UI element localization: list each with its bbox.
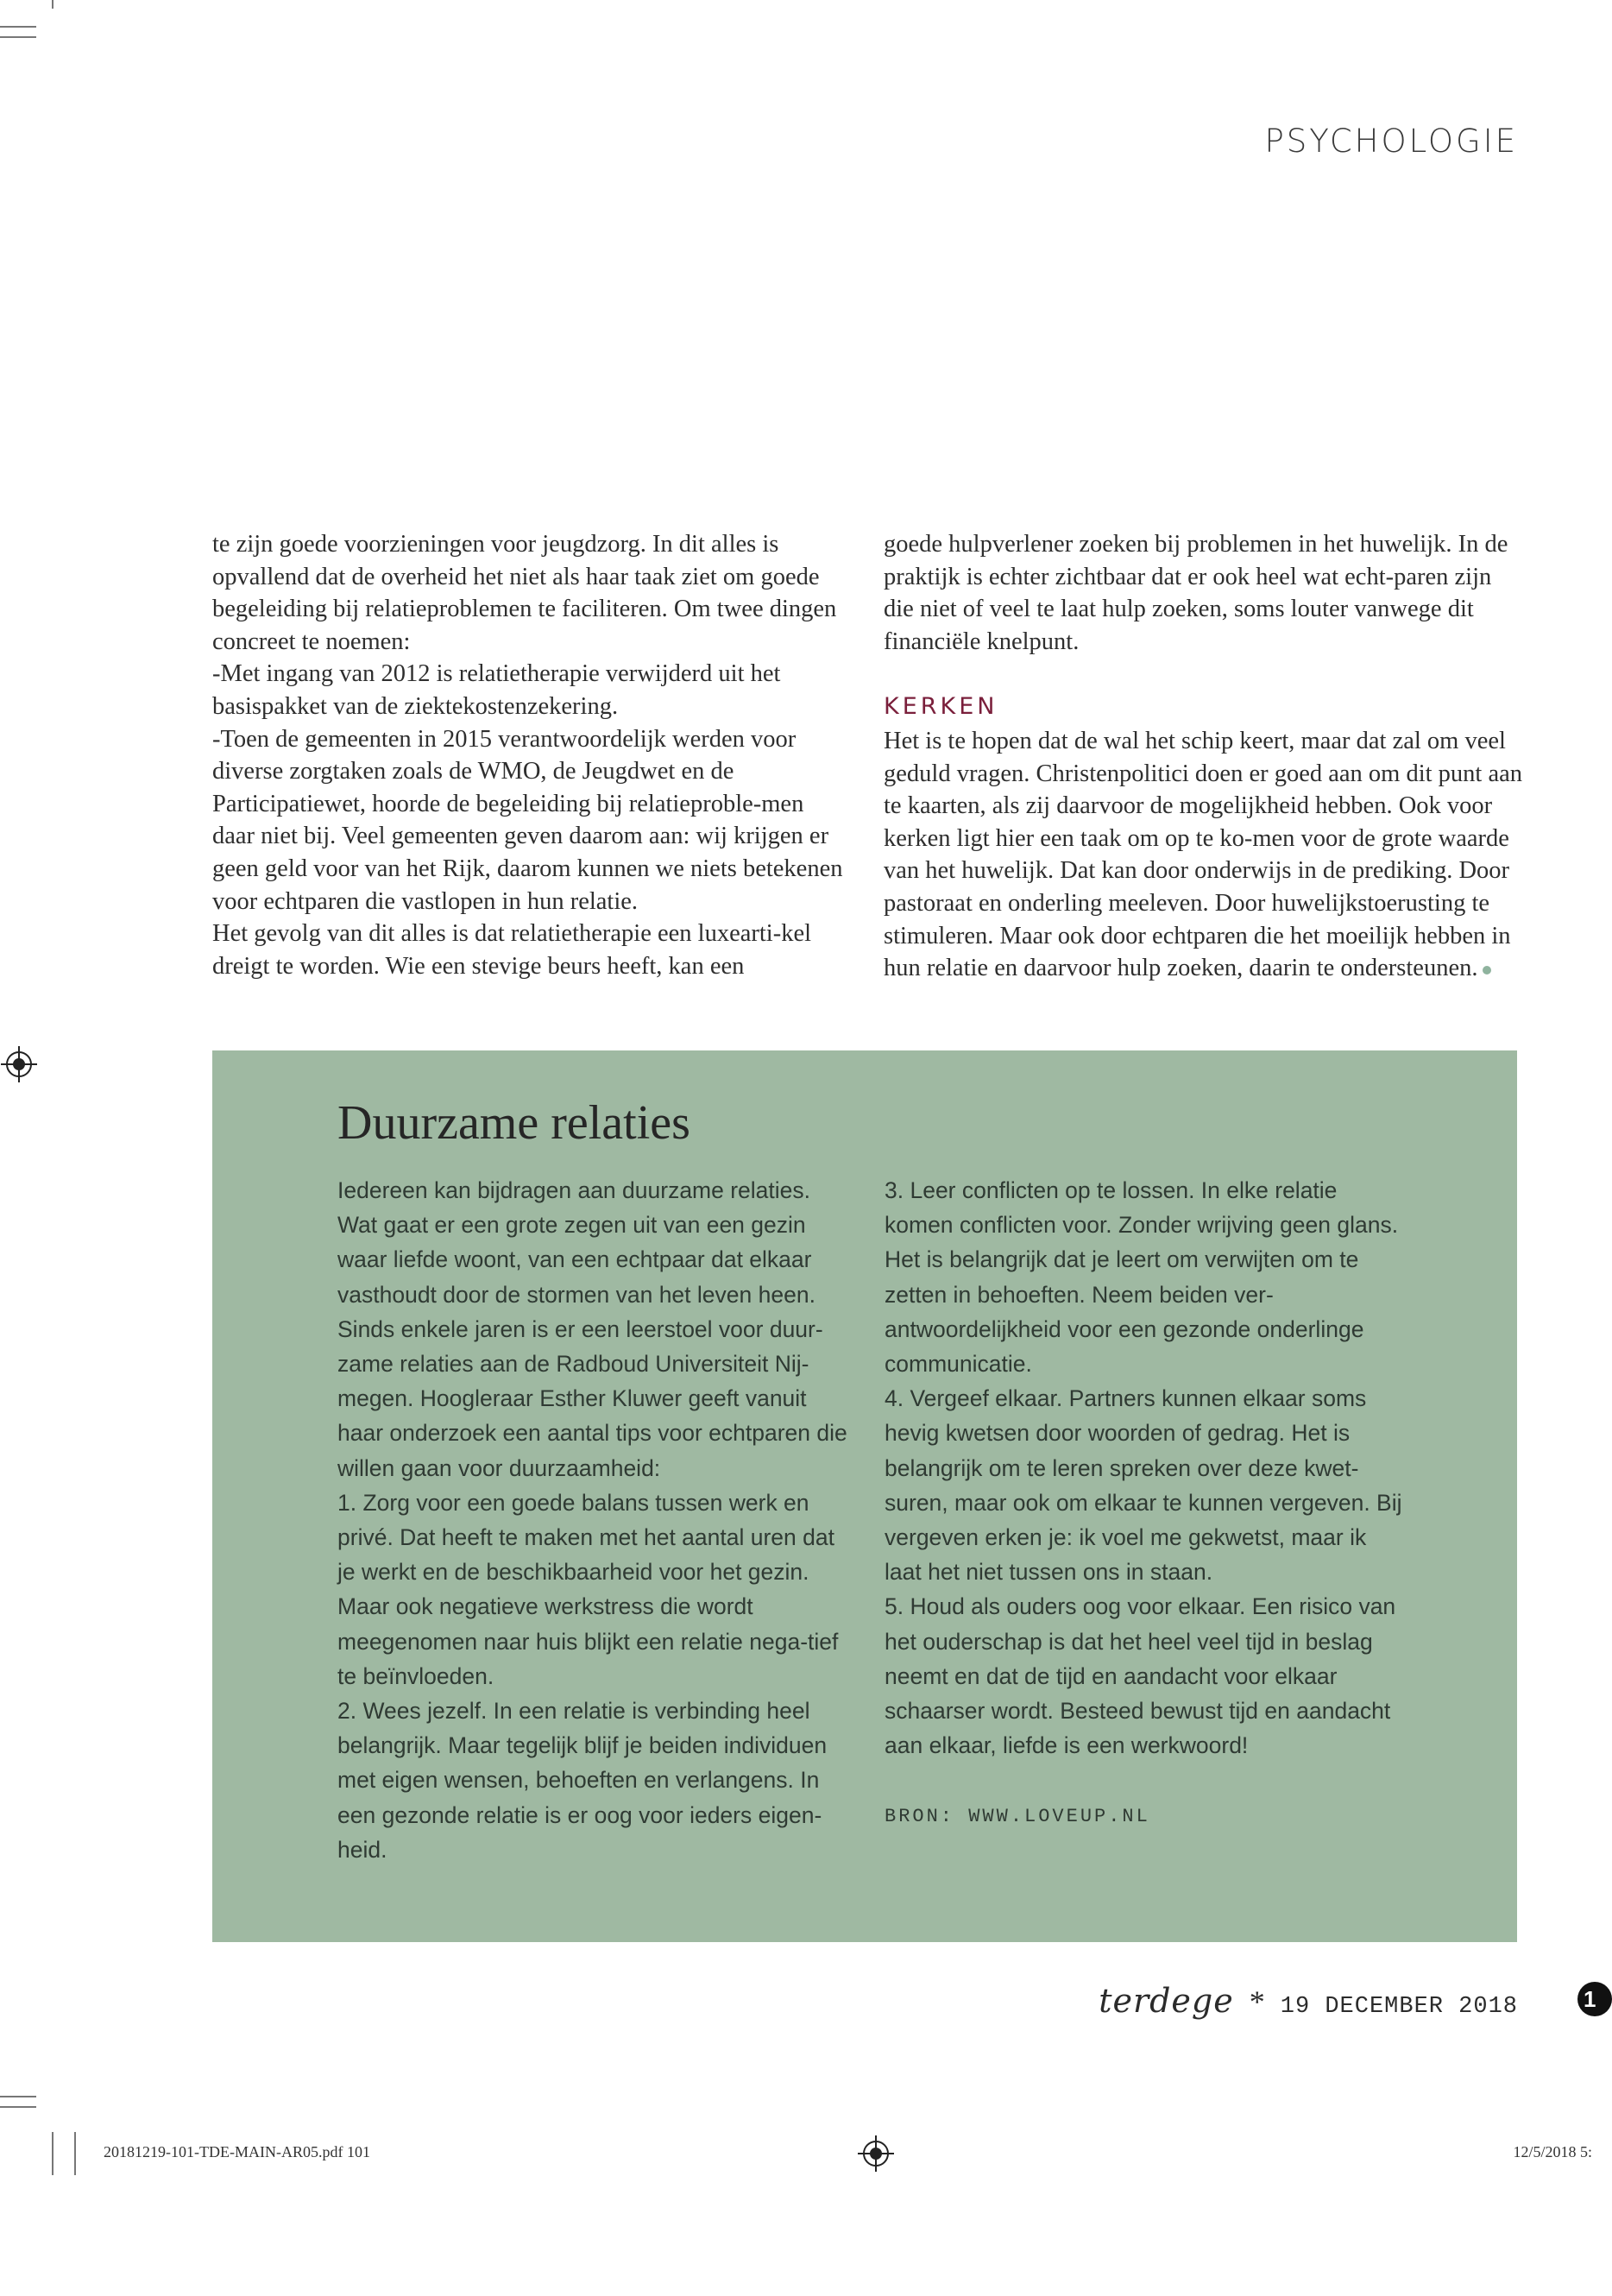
box-left-column [337, 1173, 855, 1867]
box-paragraph: 3. Leer conflicten op te lossen. In elke relatie komen conflicten voor. Zonder wrijving geen glans. Het is belangrijk dat je leert om verwijten om te zetten in behoeften. Neem beiden ver-antwoordelijkheid voor een gezonde onderlinge communicatie. [885, 1177, 1399, 1378]
box-paragraph: Iedereen kan bijdragen aan duurzame relaties. Wat gaat er een grote zegen uit van een gezin waar liefde woont, van een echtpaar dat elkaar vasthoudt door de stormen van het leven heen. Sinds enkele jaren is er een leerstoel voor duur-zame relaties aan de Radboud Universiteit Nij-megen. Hoogleraar Esther Kluwer geeft vanuit haar onderzoek een aantal tips voor echtparen die willen gaan voor duurzaamheid: [337, 1177, 847, 1481]
subheading: KERKEN [884, 693, 998, 721]
print-filename: 20181219-101-TDE-MAIN-AR05.pdf 101 [104, 2143, 370, 2160]
crop-mark [0, 2096, 36, 2097]
page-footer [1099, 1982, 1518, 2020]
sidebar-box [212, 1050, 1517, 1942]
crop-mark [0, 36, 36, 38]
box-paragraph: 4. Vergeef elkaar. Partners kunnen elkaar soms hevig kwetsen door woorden of gedrag. Het is belangrijk om te leren spreken over deze kwet-suren, maar ook om elkaar te kunnen vergeven. Bij vergeven erken je: ik voel me gekwetst, maar ik laat het niet tussen ons in staan. [885, 1385, 1402, 1586]
article-paragraph: -Met ingang van 2012 is relatietherapie verwijderd uit het basispakket van de ziektekostenzekering. [212, 660, 781, 720]
crop-mark [0, 26, 36, 28]
article-body-text: Het is te hopen dat de wal het schip keert, maar dat zal om veel geduld vragen. Christenpolitici doen er goed aan om dit punt aan te kaarten, als zij daarvoor de mogelijkheid hebben. Ook voor kerken ligt hier een taak om op te ko-men voor de grote waarde van het huwelijk. Dat kan door onderwijs in de prediking. Door pastoraat en onderling meeleven. Door huwelijkstoerusting te stimuleren. Maar ook door echtparen die het moeilijk hebben in hun relatie en daarvoor hulp zoeken, daarin te ondersteunen. [884, 727, 1523, 982]
article-paragraph: -Toen de gemeenten in 2015 verantwoordelijk werden voor diverse zorgtaken zoals de WMO, de Jeugdwet en de Participatiewet, hoorde de begeleiding bij relatieproble-men daar niet bij. Veel gemeenten geven daarom aan: wij krijgen er geen geld voor van het Rijk, daarom kunnen we niets betekenen voor echtparen die vastlopen in hun relatie. [212, 725, 843, 915]
issue-date: 19 DECEMBER 2018 [1280, 1994, 1518, 2020]
print-timestamp: 12/5/2018 5: [1513, 2143, 1592, 2160]
article-left-column [212, 528, 851, 982]
article-paragraph: goede hulpverlener zoeken bij problemen in het huwelijk. In de praktijk is echter zichtbaar dat er ook heel wat echt-paren zijn die niet of veel te laat hulp zoeken, soms louter vanwege dit financiële knelpunt. [884, 531, 1508, 655]
article-paragraph: te zijn goede voorzieningen voor jeugdzorg. In dit alles is opvallend dat de overheid het niet als haar taak ziet om goede begeleiding bij relatieproblemen te faciliteren. Om twee dingen concreet te noemen: [212, 531, 837, 655]
crop-mark [52, 0, 54, 9]
article-right-column [884, 528, 1522, 985]
crop-mark [74, 2132, 76, 2175]
box-right-column [885, 1173, 1402, 1835]
registration-mark-icon [863, 2141, 889, 2167]
source-credit: BRON: WWW.LOVEUP.NL [885, 1806, 1150, 1828]
article-paragraph [884, 725, 1522, 985]
separator-star-icon: * [1249, 1984, 1265, 2019]
page-number: 1 [1577, 1982, 1612, 2016]
box-title: Duurzame relaties [337, 1096, 690, 1150]
registration-mark-icon [6, 1051, 32, 1077]
box-paragraph: 5. Houd als ouders oog voor elkaar. Een risico van het ouderschap is dat het heel veel tijd in beslag neemt en dat de tijd en aandacht voor elkaar schaarser wordt. Besteed bewust tijd en aandacht aan elkaar, liefde is een werkwoord! [885, 1593, 1396, 1759]
crop-mark [0, 2106, 36, 2108]
box-paragraph: 1. Zorg voor een goede balans tussen werk en privé. Dat heeft te maken met het aantal uren dat je werkt en de beschikbaarheid voor het gezin. Maar ook negatieve werkstress die wordt meegenomen naar huis blijkt een relatie nega-tief te beïnvloeden. [337, 1489, 839, 1689]
article-paragraph: Het gevolg van dit alles is dat relatietherapie een luxearti-kel dreigt te worden. Wie een stevige beurs heeft, kan een [212, 920, 812, 980]
end-mark-icon [1483, 966, 1491, 975]
box-paragraph: 2. Wees jezelf. In een relatie is verbinding heel belangrijk. Maar tegelijk blijf je beiden individuen met eigen wensen, behoeften en verlangens. In een gezonde relatie is er oog voor ieders eigen-heid. [337, 1698, 828, 1863]
crop-mark [52, 2132, 54, 2175]
section-label: PSYCHOLOGIE [1264, 123, 1518, 160]
magazine-brand: terdege [1099, 1982, 1234, 2020]
